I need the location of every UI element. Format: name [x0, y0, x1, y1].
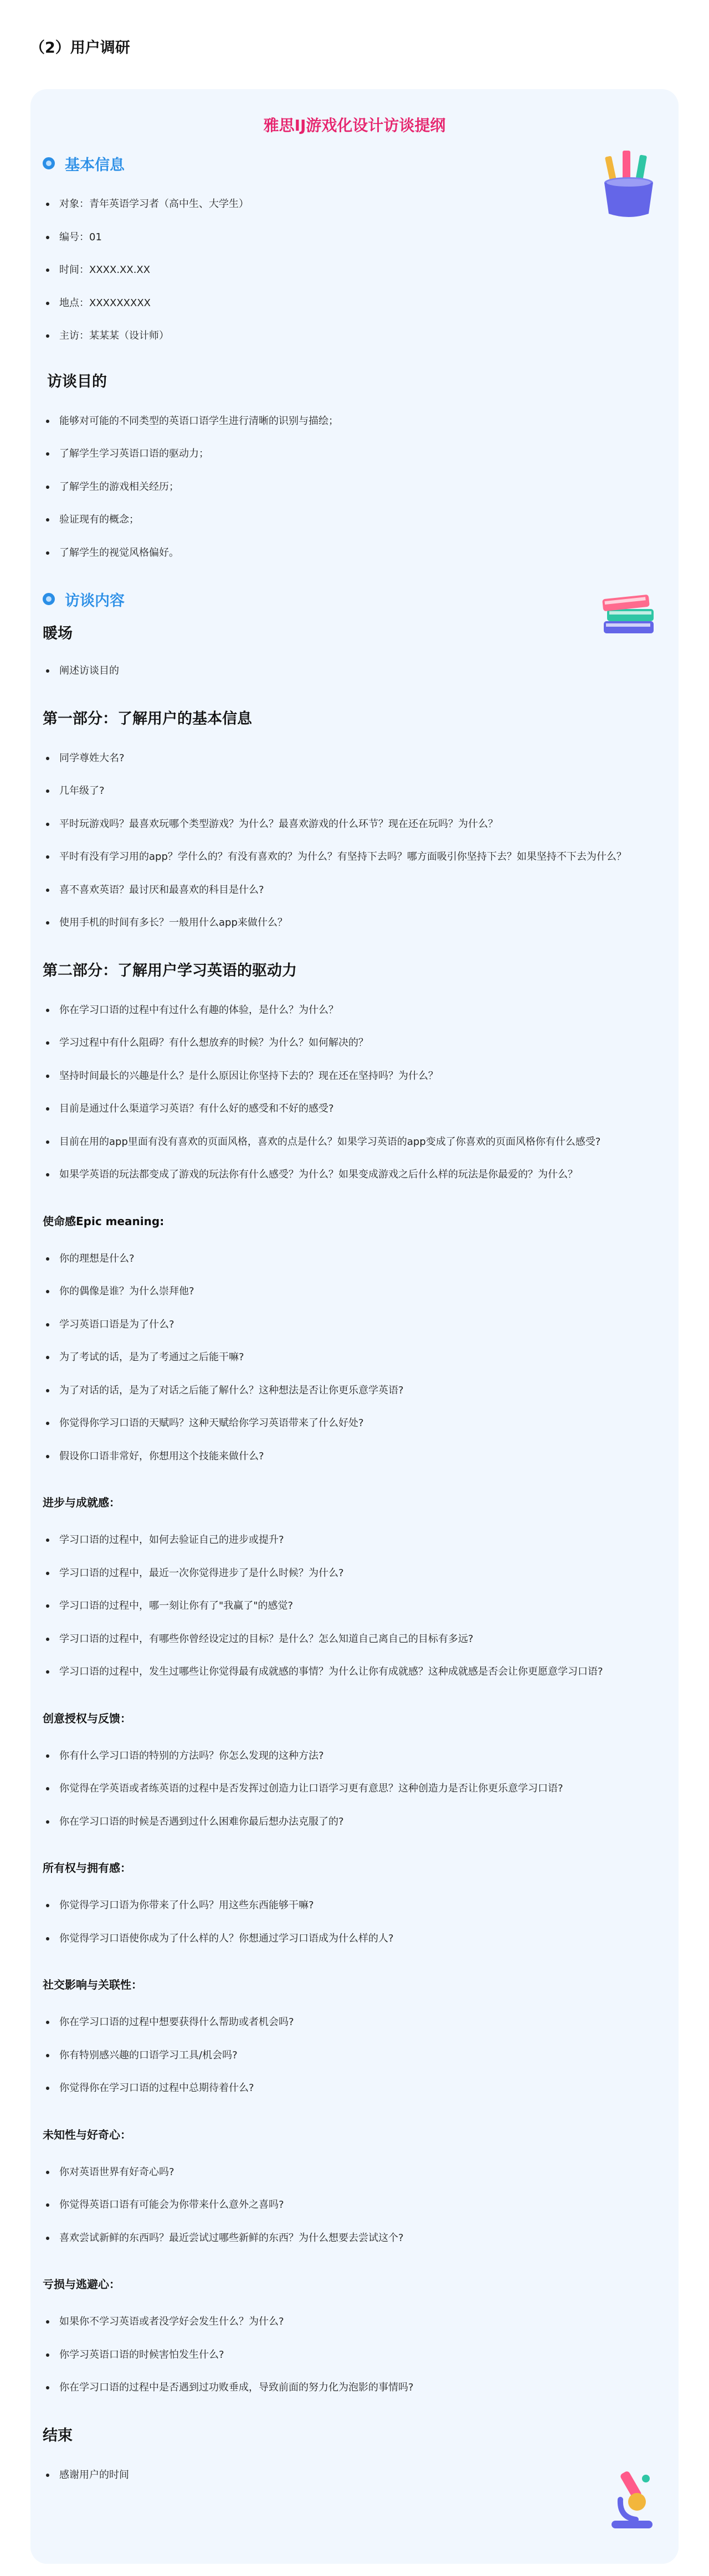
part2-heading: 第二部分：了解用户学习英语的驱动力 — [43, 962, 297, 979]
curiosity-list — [43, 2156, 679, 2255]
list-item: 学习口语的过程中，有哪些你曾经设定过的目标？是什么？怎么知道自己离自己的目标有多远? — [43, 1623, 638, 1656]
creative-heading: 创意授权与反馈： — [43, 1711, 131, 1725]
creative-list — [43, 1739, 679, 1839]
list-item: 你有什么学习口语的特别的方法吗？你怎么发现的这种方法? — [43, 1739, 638, 1773]
progress-heading: 进步与成就感： — [43, 1496, 120, 1509]
list-item: 喜欢尝试新鲜的东西吗？最近尝试过哪些新鲜的东西？为什么想要去尝试这个? — [43, 2222, 638, 2255]
list-item: 几年级了? — [43, 775, 638, 808]
basic-info-heading-label: 基本信息 — [65, 156, 125, 174]
list-item: 学习口语的过程中，最近一次你觉得进步了是什么时候？为什么? — [43, 1557, 638, 1590]
list-item: 你的偶像是谁？为什么崇拜他? — [43, 1275, 638, 1308]
part2-list — [43, 994, 679, 1191]
ending-heading: 结束 — [43, 2427, 73, 2444]
document-title: 雅思IJ游戏化设计访谈提纲 — [263, 116, 446, 135]
social-heading: 社交影响与关联性： — [43, 1978, 142, 1991]
list-item: 阐述访谈目的 — [43, 654, 638, 688]
ending-list — [43, 2459, 679, 2492]
microscope-icon — [604, 2466, 659, 2533]
part1-heading: 第一部分：了解用户的基本信息 — [43, 710, 252, 727]
circle-bullet-icon — [43, 157, 55, 169]
list-item: 你对英语世界有好奇心吗? — [43, 2156, 638, 2189]
list-item: 主访：某某某（设计师） — [43, 319, 638, 353]
list-item: 编号：01 — [43, 221, 638, 254]
curiosity-heading: 未知性与好奇心： — [43, 2128, 131, 2141]
list-item: 喜不喜欢英语？最讨厌和最喜欢的科目是什么? — [43, 874, 638, 907]
list-item: 学习口语的过程中，哪一刻让你有了"我赢了"的感觉? — [43, 1589, 638, 1623]
list-item: 坚持时间最长的兴趣是什么？是什么原因让你坚持下去的？现在还在坚持吗？为什么？ — [43, 1060, 638, 1093]
list-item: 如果你不学习英语或者没学好会发生什么？为什么? — [43, 2305, 638, 2338]
list-item: 验证现有的概念； — [43, 503, 638, 536]
list-item: 学习口语的过程中，发生过哪些让你觉得最有成就感的事情？为什么让你有成就感？这种成就感是否会让你更愿意学习口语? — [43, 1655, 638, 1689]
list-item: 为了对话的话，是为了对话之后能了解什么？这种想法是否让你更乐意学英语? — [43, 1374, 638, 1407]
basic-info-list — [43, 188, 679, 353]
epic-meaning-list — [43, 1242, 679, 1473]
loss-list — [43, 2305, 679, 2404]
progress-list — [43, 1524, 679, 1689]
list-item: 了解学生学习英语口语的驱动力； — [43, 437, 638, 471]
list-item: 你的理想是什么? — [43, 1242, 638, 1276]
social-list — [43, 2006, 679, 2105]
books-stack-icon — [598, 588, 659, 641]
part1-list — [43, 742, 679, 939]
ownership-list — [43, 1889, 679, 1955]
section-title: （2）用户调研 — [30, 39, 130, 56]
list-item: 你觉得英语口语有可能会为你带来什么意外之喜吗? — [43, 2188, 638, 2222]
list-item: 能够对可能的不同类型的英语口语学生进行清晰的识别与描绘； — [43, 405, 638, 438]
list-item: 学习英语口语是为了什么? — [43, 1308, 638, 1341]
warmup-heading: 暖场 — [43, 625, 73, 642]
list-item: 使用手机的时间有多长？一般用什么app来做什么？ — [43, 906, 638, 939]
content-heading — [43, 588, 679, 610]
circle-bullet-icon — [43, 593, 55, 605]
list-item: 学习口语的过程中，如何去验证自己的进步或提升? — [43, 1524, 638, 1557]
purpose-list — [43, 405, 679, 570]
interview-outline-card — [30, 89, 679, 2564]
list-item: 你在学习口语的过程中有过什么有趣的体验，是什么？为什么？ — [43, 994, 638, 1027]
ownership-heading: 所有权与拥有感： — [43, 1861, 131, 1875]
list-item: 你觉得在学英语或者练英语的过程中是否发挥过创造力让口语学习更有意思？这种创造力是否让你更乐意学习口语? — [43, 1772, 638, 1805]
list-item: 你学习英语口语的时候害怕发生什么? — [43, 2338, 638, 2372]
list-item: 了解学生的视觉风格偏好。 — [43, 536, 638, 570]
list-item: 了解学生的游戏相关经历； — [43, 471, 638, 504]
purpose-heading: 访谈目的 — [47, 373, 107, 390]
warmup-list — [43, 654, 679, 688]
basic-info-heading — [43, 152, 679, 174]
list-item: 地点：XXXXXXXXX — [43, 287, 638, 320]
pencil-cup-icon — [598, 148, 659, 220]
list-item: 时间：XXXX.XX.XX — [43, 254, 638, 287]
list-item: 你觉得学习口语使你成为了什么样的人？你想通过学习口语成为什么样的人? — [43, 1922, 638, 1955]
list-item: 你觉得你学习口语的天赋吗？这种天赋给你学习英语带来了什么好处? — [43, 1407, 638, 1440]
loss-heading: 亏损与逃避心： — [43, 2278, 120, 2291]
list-item: 你在学习口语的过程中是否遇到过功败垂成，导致前面的努力化为泡影的事情吗? — [43, 2371, 638, 2404]
list-item: 目前在用的app里面有没有喜欢的页面风格，喜欢的点是什么？如果学习英语的app变成了你喜欢的页面风格你有什么感受? — [43, 1126, 638, 1159]
list-item: 学习过程中有什么阻碍？有什么想放弃的时候？为什么？如何解决的？ — [43, 1026, 638, 1060]
list-item: 假设你口语非常好，你想用这个技能来做什么? — [43, 1440, 638, 1473]
list-item: 同学尊姓大名? — [43, 742, 638, 775]
list-item: 目前是通过什么渠道学习英语？有什么好的感受和不好的感受? — [43, 1092, 638, 1126]
list-item: 你在学习口语的时候是否遇到过什么困难你最后想办法克服了的? — [43, 1805, 638, 1839]
content-heading-label: 访谈内容 — [65, 592, 125, 610]
list-item: 平时玩游戏吗？最喜欢玩哪个类型游戏？为什么？最喜欢游戏的什么环节？现在还在玩吗？为什么？ — [43, 808, 638, 841]
list-item: 对象：青年英语学习者（高中生、大学生） — [43, 188, 638, 221]
list-item: 你觉得你在学习口语的过程中总期待着什么? — [43, 2072, 638, 2105]
list-item: 你在学习口语的过程中想要获得什么帮助或者机会吗? — [43, 2006, 638, 2039]
list-item: 感谢用户的时间 — [43, 2459, 638, 2492]
list-item: 你有特别感兴趣的口语学习工具/机会吗? — [43, 2039, 638, 2072]
list-item: 为了考试的话，是为了考通过之后能干嘛? — [43, 1341, 638, 1374]
list-item: 平时有没有学习用的app？学什么的？有没有喜欢的？为什么？有坚持下去吗？哪方面吸引你坚持下去？如果坚持不下去为什么？ — [43, 840, 638, 874]
list-item: 如果学英语的玩法都变成了游戏的玩法你有什么感受？为什么？如果变成游戏之后什么样的玩法是你最爱的？为什么？ — [43, 1158, 638, 1191]
epic-meaning-heading: 使命感Epic meaning: — [43, 1214, 165, 1228]
list-item: 你觉得学习口语为你带来了什么吗？用这些东西能够干嘛? — [43, 1889, 638, 1922]
